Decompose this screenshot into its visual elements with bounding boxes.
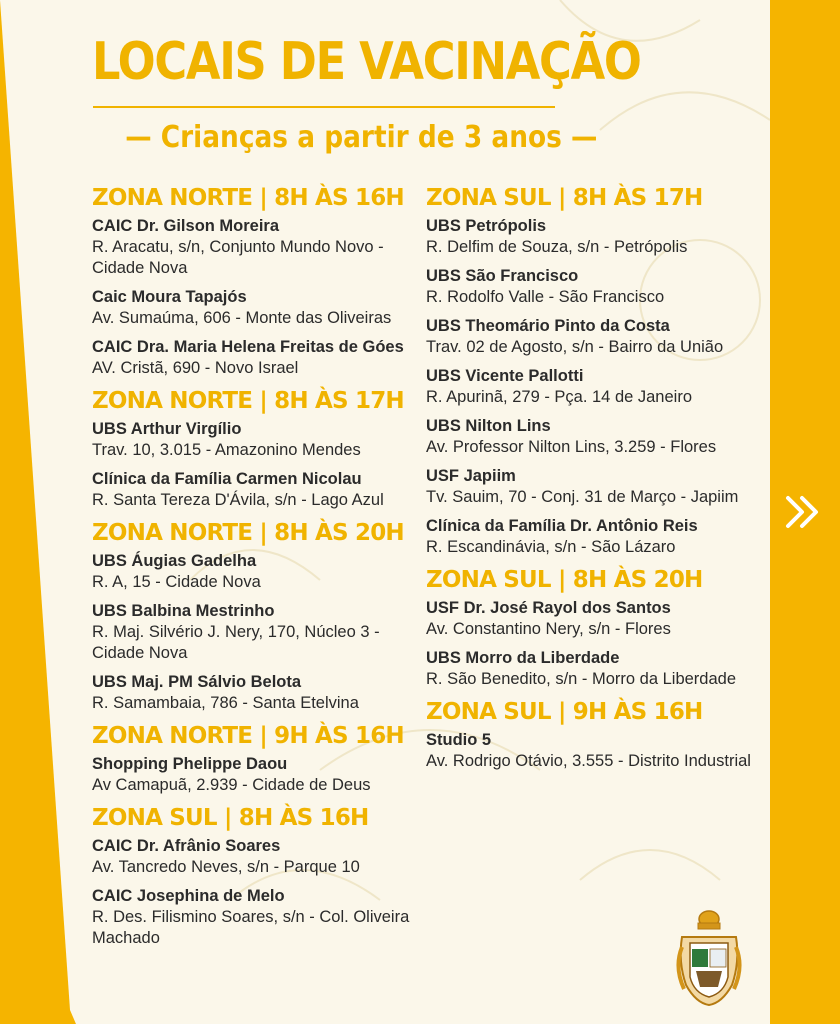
zone-heading: ZONA SUL | 8H ÀS 20H bbox=[426, 567, 703, 593]
location-item bbox=[426, 366, 756, 408]
location-address: Av. Tancredo Neves, s/n - Parque 10 bbox=[92, 858, 360, 876]
right-column bbox=[426, 184, 756, 780]
location-name: CAIC Dr. Afrânio Soares bbox=[92, 837, 281, 855]
location-name: UBS Theomário Pinto da Costa bbox=[426, 317, 670, 335]
location-address: R. Escandinávia, s/n - São Lázaro bbox=[426, 538, 676, 556]
zone-section bbox=[426, 698, 756, 772]
location-name: CAIC Dr. Gilson Moreira bbox=[92, 217, 280, 235]
location-item bbox=[426, 516, 756, 558]
zone-heading: ZONA SUL | 9H ÀS 16H bbox=[426, 699, 703, 725]
location-item bbox=[426, 730, 756, 772]
location-name: UBS Maj. PM Sálvio Belota bbox=[92, 673, 302, 691]
location-address: R. Delfim de Souza, s/n - Petrópolis bbox=[426, 238, 688, 256]
location-address: Tv. Sauim, 70 - Conj. 31 de Março - Japiim bbox=[426, 488, 739, 506]
location-address: Trav. 02 de Agosto, s/n - Bairro da União bbox=[426, 338, 724, 356]
location-item bbox=[426, 598, 756, 640]
zone-heading: ZONA NORTE | 9H ÀS 16H bbox=[92, 723, 404, 749]
location-name: Clínica da Família Carmen Nicolau bbox=[92, 470, 362, 488]
location-address: R. A, 15 - Cidade Nova bbox=[92, 573, 261, 591]
location-name: UBS Balbina Mestrinho bbox=[92, 602, 275, 620]
location-item bbox=[426, 466, 756, 508]
location-address: R. Samambaia, 786 - Santa Etelvina bbox=[92, 694, 359, 712]
location-item bbox=[92, 337, 422, 379]
title-divider bbox=[93, 106, 555, 108]
location-name: Studio 5 bbox=[426, 731, 492, 749]
location-address: R. São Benedito, s/n - Morro da Liberdade bbox=[426, 670, 737, 688]
location-address: R. Maj. Silvério J. Nery, 170, Núcleo 3 - Cidade Nova bbox=[92, 623, 380, 662]
location-name: CAIC Dra. Maria Helena Freitas de Góes bbox=[92, 338, 404, 356]
location-item bbox=[92, 601, 422, 664]
location-address: R. Rodolfo Valle - São Francisco bbox=[426, 288, 665, 306]
location-item bbox=[92, 216, 422, 279]
location-name: UBS Arthur Virgílio bbox=[92, 420, 242, 438]
location-address: Av. Professor Nilton Lins, 3.259 - Flores bbox=[426, 438, 717, 456]
location-name: USF Japiim bbox=[426, 467, 516, 485]
location-name: Caic Moura Tapajós bbox=[92, 288, 247, 306]
location-item bbox=[92, 419, 422, 461]
zone-section bbox=[426, 184, 756, 558]
location-address: Av. Sumaúma, 606 - Monte das Oliveiras bbox=[92, 309, 392, 327]
location-name: UBS Petrópolis bbox=[426, 217, 547, 235]
zone-section bbox=[92, 184, 422, 379]
location-name: Clínica da Família Dr. Antônio Reis bbox=[426, 517, 698, 535]
zone-section bbox=[92, 804, 422, 949]
location-name: CAIC Josephina de Melo bbox=[92, 887, 285, 905]
location-item bbox=[92, 551, 422, 593]
location-item bbox=[92, 672, 422, 714]
location-name: UBS Nilton Lins bbox=[426, 417, 551, 435]
location-address: AV. Cristã, 690 - Novo Israel bbox=[92, 359, 299, 377]
location-name: UBS Morro da Liberdade bbox=[426, 649, 620, 667]
location-name: USF Dr. José Rayol dos Santos bbox=[426, 599, 671, 617]
location-name: UBS Áugias Gadelha bbox=[92, 552, 257, 570]
location-name: Shopping Phelippe Daou bbox=[92, 755, 288, 773]
location-address: Av. Rodrigo Otávio, 3.555 - Distrito Industrial bbox=[426, 752, 751, 770]
location-item bbox=[92, 469, 422, 511]
location-item bbox=[426, 216, 756, 258]
location-address: R. Santa Tereza D'Ávila, s/n - Lago Azul bbox=[92, 491, 384, 509]
zone-heading: ZONA NORTE | 8H ÀS 17H bbox=[92, 388, 404, 414]
page-title: LOCAIS DE VACINAÇÃO bbox=[92, 32, 641, 92]
location-address: Av Camapuã, 2.939 - Cidade de Deus bbox=[92, 776, 371, 794]
location-address: Trav. 10, 3.015 - Amazonino Mendes bbox=[92, 441, 361, 459]
location-item bbox=[92, 886, 422, 949]
zone-heading: ZONA SUL | 8H ÀS 16H bbox=[92, 805, 369, 831]
location-item bbox=[92, 287, 422, 329]
zone-section bbox=[92, 519, 422, 714]
location-item bbox=[426, 316, 756, 358]
location-address: R. Apurinã, 279 - Pça. 14 de Janeiro bbox=[426, 388, 692, 406]
location-name: UBS Vicente Pallotti bbox=[426, 367, 584, 385]
zone-heading: ZONA NORTE | 8H ÀS 20H bbox=[92, 520, 404, 546]
zone-section bbox=[92, 387, 422, 511]
location-item bbox=[92, 754, 422, 796]
left-column bbox=[92, 184, 422, 957]
page-subtitle: — Crianças a partir de 3 anos — bbox=[125, 120, 598, 155]
location-address: Av. Constantino Nery, s/n - Flores bbox=[426, 620, 671, 638]
zone-heading: ZONA NORTE | 8H ÀS 16H bbox=[92, 185, 404, 211]
location-item bbox=[92, 836, 422, 878]
manaus-coat-of-arms-icon bbox=[674, 907, 744, 1007]
location-item bbox=[426, 416, 756, 458]
location-item bbox=[426, 648, 756, 690]
zone-section bbox=[426, 566, 756, 690]
location-address: R. Des. Filismino Soares, s/n - Col. Oliveira Machado bbox=[92, 908, 410, 947]
location-name: UBS São Francisco bbox=[426, 267, 579, 285]
zone-section bbox=[92, 722, 422, 796]
double-chevron-right-icon[interactable] bbox=[782, 492, 824, 532]
zone-heading: ZONA SUL | 8H ÀS 17H bbox=[426, 185, 703, 211]
location-address: R. Aracatu, s/n, Conjunto Mundo Novo - Cidade Nova bbox=[92, 238, 384, 277]
location-item bbox=[426, 266, 756, 308]
